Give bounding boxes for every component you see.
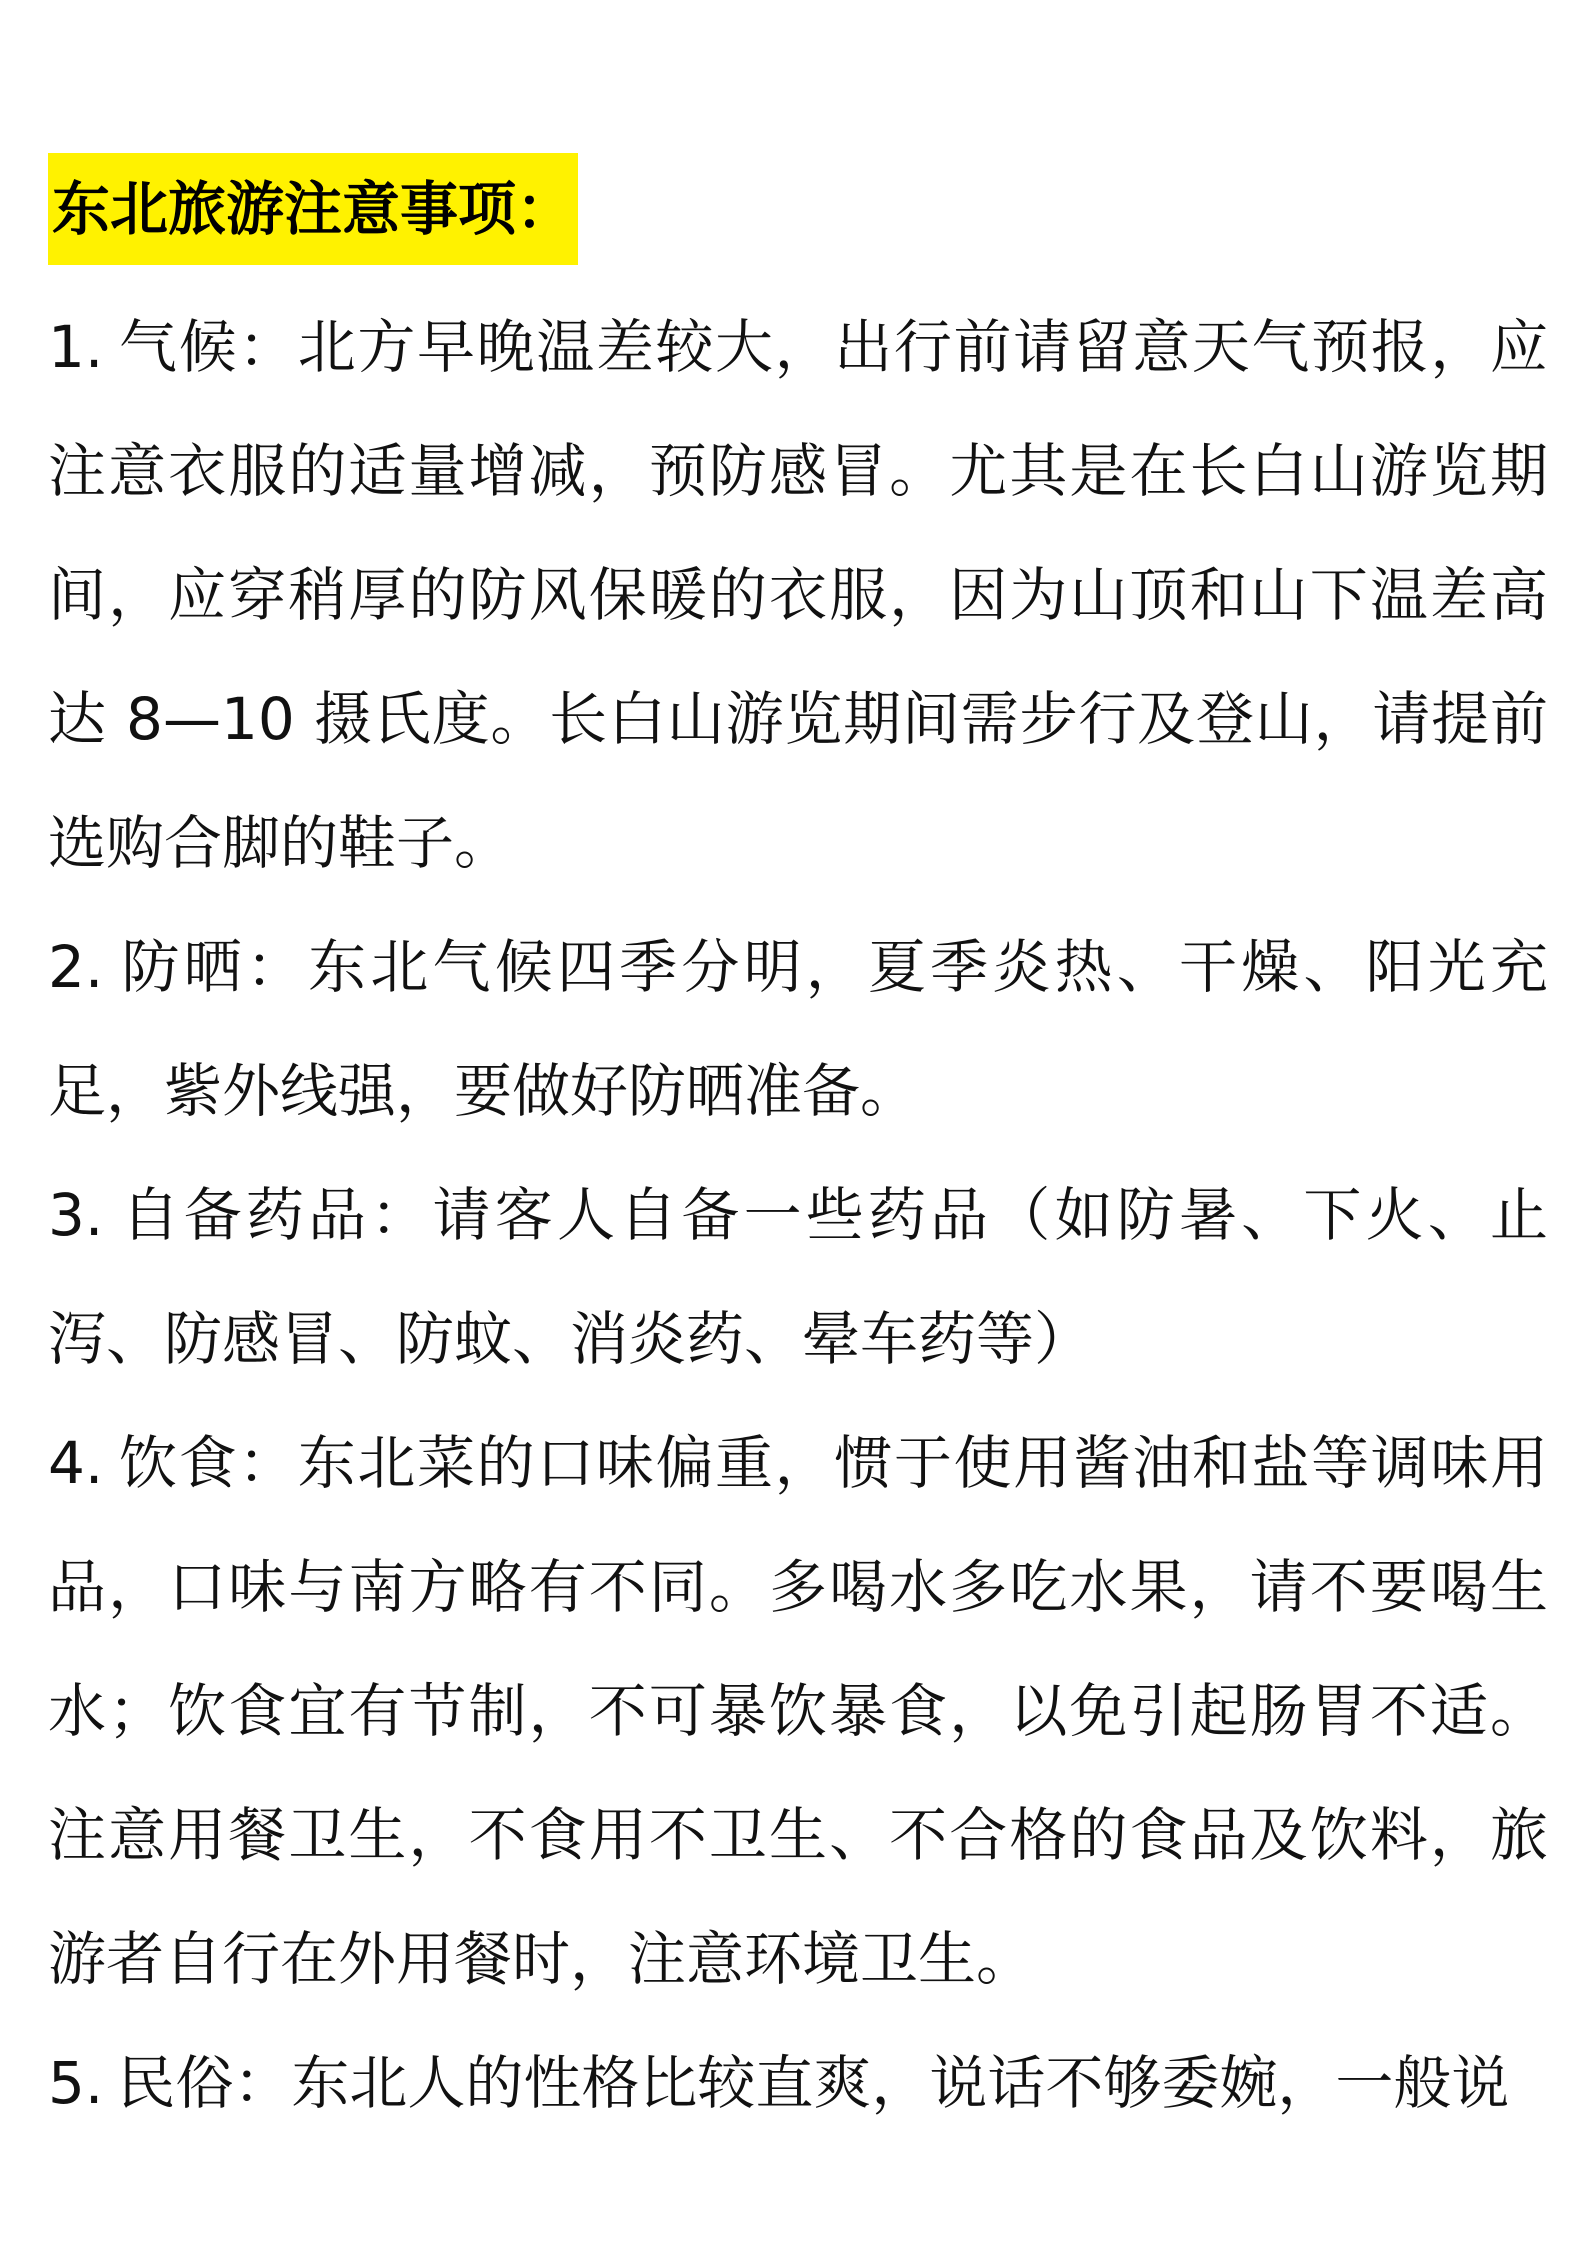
list-item xyxy=(48,2021,1548,2145)
item-number: 4. xyxy=(48,1429,104,1497)
list-item xyxy=(48,285,1548,905)
item-text: 自备药品：请客人自备一些药品（如防暑、下火、止泻、防感冒、防蚊、消炎药、晕车药等） xyxy=(48,1181,1548,1373)
item-text: 民俗：东北人的性格比较直爽，说话不够委婉，一般说 xyxy=(117,2049,1510,2117)
item-number: 2. xyxy=(48,933,104,1001)
page-title: 东北旅游注意事项： xyxy=(48,153,578,265)
item-number: 5. xyxy=(48,2049,104,2117)
item-number: 3. xyxy=(48,1181,104,1249)
document-body xyxy=(48,285,1548,2145)
list-item xyxy=(48,1401,1548,2021)
list-item xyxy=(48,1153,1548,1401)
item-text: 饮食：东北菜的口味偏重，惯于使用酱油和盐等调味用品，口味与南方略有不同。多喝水多吃水果，请不要喝生水；饮食宜有节制，不可暴饮暴食，以免引起肠胃不适。注意用餐卫生，不食用不卫生、不合格的食品及饮料，旅游者自行在外用餐时，注意环境卫生。 xyxy=(48,1429,1548,1993)
item-number: 1. xyxy=(48,313,104,381)
list-item xyxy=(48,905,1548,1153)
item-text: 防晒：东北气候四季分明，夏季炎热、干燥、阳光充足，紫外线强，要做好防晒准备。 xyxy=(48,933,1548,1125)
item-text: 气候：北方早晚温差较大，出行前请留意天气预报，应注意衣服的适量增减，预防感冒。尤其是在长白山游览期间，应穿稍厚的防风保暖的衣服，因为山顶和山下温差高达 8—10 摄氏度。长白山游览期间需步行及登山，请提前选购合脚的鞋子。 xyxy=(48,313,1548,877)
